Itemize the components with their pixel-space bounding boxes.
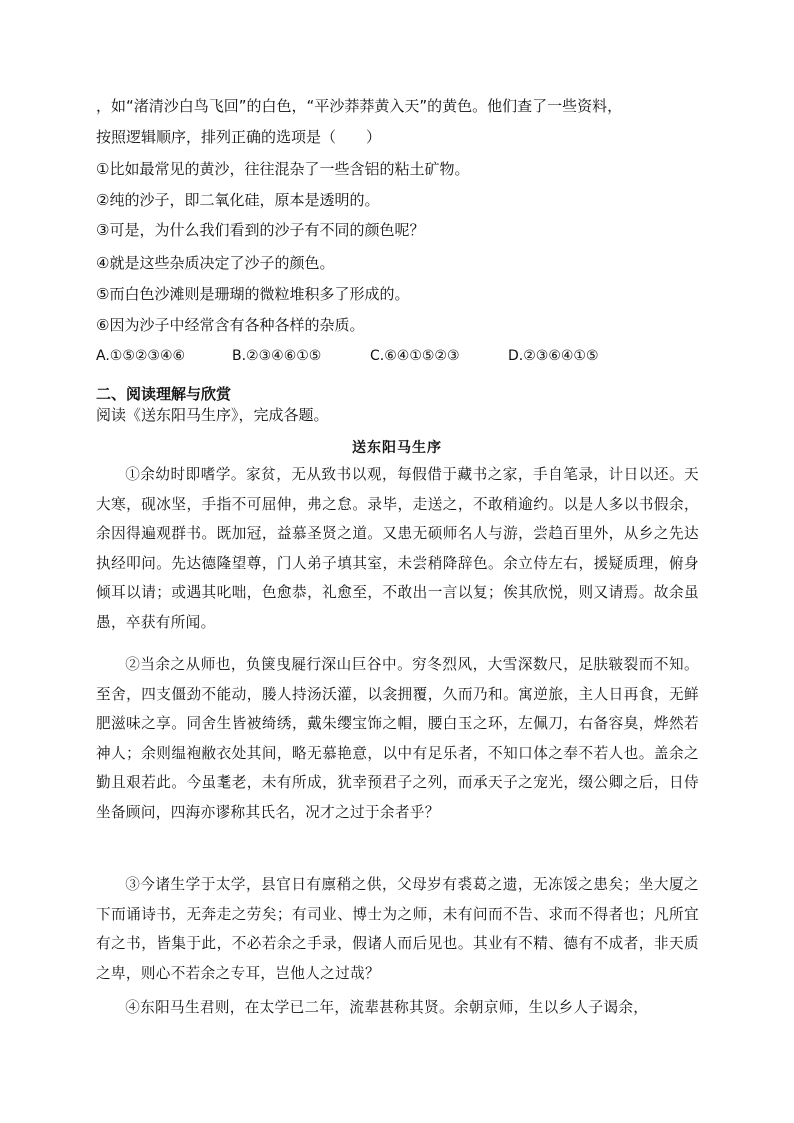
option-a[interactable]: A.①⑤②③④⑥ [96,348,186,364]
passage-paragraph-2: ②当余之从师也，负箧曳屣行深山巨谷中。穷冬烈风，大雪深数尺，足肤皲裂而不知。至舍，四支僵劲不能动，媵人持汤沃灌，以衾拥覆，久而乃和。寓逆旅，主人日再食，无鲜肥滋味之享。同舍生皆被绮绣，戴朱缨宝饰之帽，腰白玉之环，左佩刀，右备容臭，烨然若神人；余则缊袍敝衣处其间，略无慕艳意，以中有足乐者，不知口体之奉不若人也。盖余之勤且艰若此。今虽耄老，未有所成，犹幸预君子之列，而承天子之宠光，缀公卿之后，日侍坐备顾问，四海亦谬称其氏名，况才之过于余者乎？ [96,656,699,821]
sentence-item-4: ④就是这些杂质决定了沙子的颜色。 [96,254,335,272]
section-instruction: 阅读《送东阳马生序》，完成各题。 [96,406,329,424]
sentence-item-5: ⑤而白色沙滩则是珊瑚的微粒堆积多了形成的。 [96,285,410,303]
option-b[interactable]: B.②③④⑥①⑤ [232,348,322,364]
sentence-item-6: ⑥因为沙子中经常含有各种各样的杂质。 [96,316,365,334]
answer-options [96,346,599,366]
passage-paragraph-4: ④东阳马生君则，在太学已二年，流辈甚称其贤。余朝京师，生以乡人子谒余， [125,999,649,1016]
passage-paragraph-3: ③今诸生学于太学，县官日有廪稍之供，父母岁有裘葛之遗，无冻馁之患矣；坐大厦之下而诵诗书，无奔走之劳矣；有司业、博士为之师，未有问而不告、求而不得者也；凡所宜有之书，皆集于此，不必若余之手录，假诸人而后见也。其业有不精、德有不成者，非天质之卑，则心不若余之专耳，岂他人之过哉？ [96,876,699,982]
passage-paragraph-1: ①余幼时即嗜学。家贫，无从致书以观，每假借于藏书之家，手自笔录，计日以还。天大寒，砚冰坚，手指不可屈伸，弗之怠。录毕，走送之，不敢稍逾约。以是人多以书假余，余因得遍观群书。既加冠，益慕圣贤之道。又患无硕师名人与游，尝趋百里外，从乡之先达执经叩问。先达德隆望尊，门人弟子填其室，未尝稍降辞色。余立侍左右，援疑质理，俯身倾耳以请；或遇其叱咄，色愈恭，礼愈至，不敢出一言以复；俟其欣悦，则又请焉。故余虽愚，卒获有所闻。 [96,466,699,631]
question-stem-line-1: ，如“渚清沙白鸟飞回”的白色，“平沙莽莽黄入天”的黄色。他们查了一些资料， [96,97,623,115]
section-heading: 二、阅读理解与欣赏 [96,385,232,403]
option-c[interactable]: C.⑥④①⑤②③ [370,348,460,364]
sentence-item-3: ③可是，为什么我们看到的沙子有不同的颜色呢？ [96,221,425,239]
option-d[interactable]: D.②③⑥④①⑤ [508,348,599,364]
question-stem-line-2: 按照逻辑顺序，排列正确的选项是（ ） [96,128,382,146]
sentence-item-1: ①比如最常见的黄沙，往往混杂了一些含铝的粘土矿物。 [96,160,470,178]
passage-title: 送东阳马生序 [352,440,442,456]
sentence-item-2: ②纯的沙子，即二氧化硅，原本是透明的。 [96,191,380,209]
